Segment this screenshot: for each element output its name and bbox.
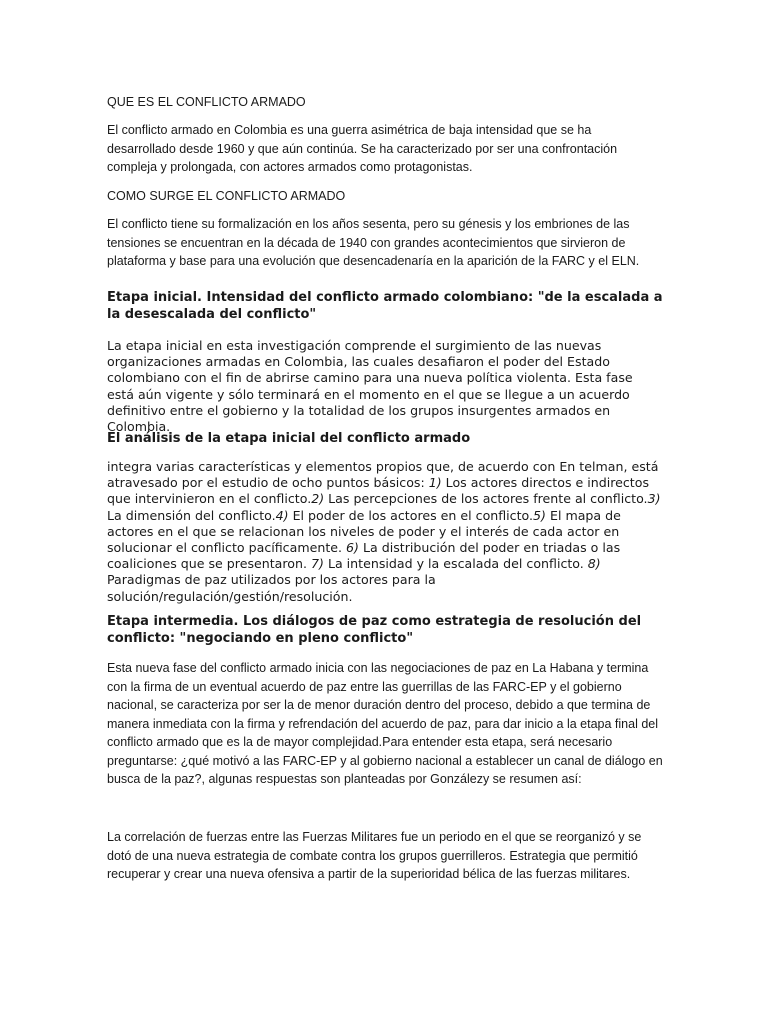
point-text-6: La distribución del poder en triadas o las coaliciones que se presentaron. xyxy=(107,540,621,572)
paragraph-origin: El conflicto tiene su formalización en los años sesenta, pero su génesis y los embriones de las tensiones se encuentran en la década de 1940 con grandes acontecimientos que sirvieron de plataforma y base para una evolución que desencadenaría en la aparición de la FARC y el ELN. xyxy=(107,217,640,268)
point-number-6: 6) xyxy=(346,540,359,556)
point-text-3: La dimensión del conflicto. xyxy=(107,507,276,523)
paragraph-definition: El conflicto armado en Colombia es una guerra asimétrica de baja intensidad que se ha desarrollado desde 1960 y que aún continúa. Se ha caracterizado por ser una confrontación compleja y prolongada, con actores armados como protagonistas. xyxy=(107,123,618,174)
point-text-1: Los actores directos e indirectos que intervinieron en el conflicto. xyxy=(107,475,650,507)
point-number-4: 4) xyxy=(275,507,289,523)
section-heading-analisis: El análisis de la etapa inicial del conflicto armado xyxy=(107,431,471,446)
point-number-7: 7) xyxy=(311,556,324,572)
analisis-intro-text: integra varias características y elementos propios que, de acuerdo con En telman, está atravesado por el estudio de ocho puntos básicos: xyxy=(107,459,659,491)
paragraph-etapa-inicial: La etapa inicial en esta investigación comprende el surgimiento de las nuevas organizaciones armadas en Colombia, las cuales desafiaron el poder del Estado colombiano con el fin de abrirse camino para una nueva política violenta. Esta fase está aún vigente y sólo terminará en el momento en el que se llegue a un acuerdo definitivo entre el gobierno y la totalidad de los grupos insurgentes armados en Colombia. xyxy=(107,338,633,435)
section-heading-que-es: QUE ES EL CONFLICTO ARMADO xyxy=(107,95,306,109)
paragraph-correlacion-fuerzas: La correlación de fuerzas entre las Fuerzas Militares fue un periodo en el que se reorganizó y se dotó de una nueva estrategia de combate contra los grupos guerrilleros. Estrategia que permitió recuperar y crear una nueva ofensiva a partir de la superioridad bélica de las fuerzas militares. xyxy=(107,830,642,881)
point-text-7: La intensidad y la escalada del conflicto. xyxy=(323,556,588,572)
paragraph-etapa-intermedia: Esta nueva fase del conflicto armado inicia con las negociaciones de paz en La Habana y termina con la firma de un eventual acuerdo de paz entre las guerrillas de las FARC-EP y el gobierno nacional, se caracteriza por ser la de menor duración dentro del proceso, debido a que termina de manera inmediata con la firma y refrendación del acuerdo de paz, para dar inicio a la etapa final del conflicto armado que es la de mayor complejidad.Para entender esta etapa, será necesario preguntarse: ¿qué motivó a las FARC-EP y al gobierno nacional a establecer un canal de diálogo en busca de la paz?, algunas respuestas son planteadas por Gonzálezy se resumen así: xyxy=(107,661,663,786)
section-heading-etapa-intermedia: Etapa intermedia. Los diálogos de paz como estrategia de resolución del conflicto: "negociando en pleno conflicto" xyxy=(107,614,642,646)
point-text-8: Paradigmas de paz utilizados por los actores para la solución/regulación/gestión/resolución. xyxy=(107,572,436,604)
point-number-3: 3) xyxy=(647,491,661,507)
point-number-5: 5) xyxy=(533,507,546,523)
section-heading-como-surge: COMO SURGE EL CONFLICTO ARMADO xyxy=(107,189,346,203)
point-text-5: El mapa de actores en el que se relacionan los niveles de poder y el interés de cada actor en solucionar el conflicto pacíficamente. xyxy=(107,507,621,556)
point-number-8: 8) xyxy=(587,556,601,572)
point-number-1: 1) xyxy=(428,475,442,491)
point-text-2: Las percepciones de los actores frente al conflicto. xyxy=(324,491,648,507)
point-text-4: El poder de los actores en el conflicto. xyxy=(288,507,534,523)
paragraph-analisis-points xyxy=(107,459,663,605)
section-heading-etapa-inicial: Etapa inicial. Intensidad del conflicto armado colombiano: "de la escalada a la desescalada del conflicto" xyxy=(107,290,663,322)
point-number-2: 2) xyxy=(311,491,325,507)
